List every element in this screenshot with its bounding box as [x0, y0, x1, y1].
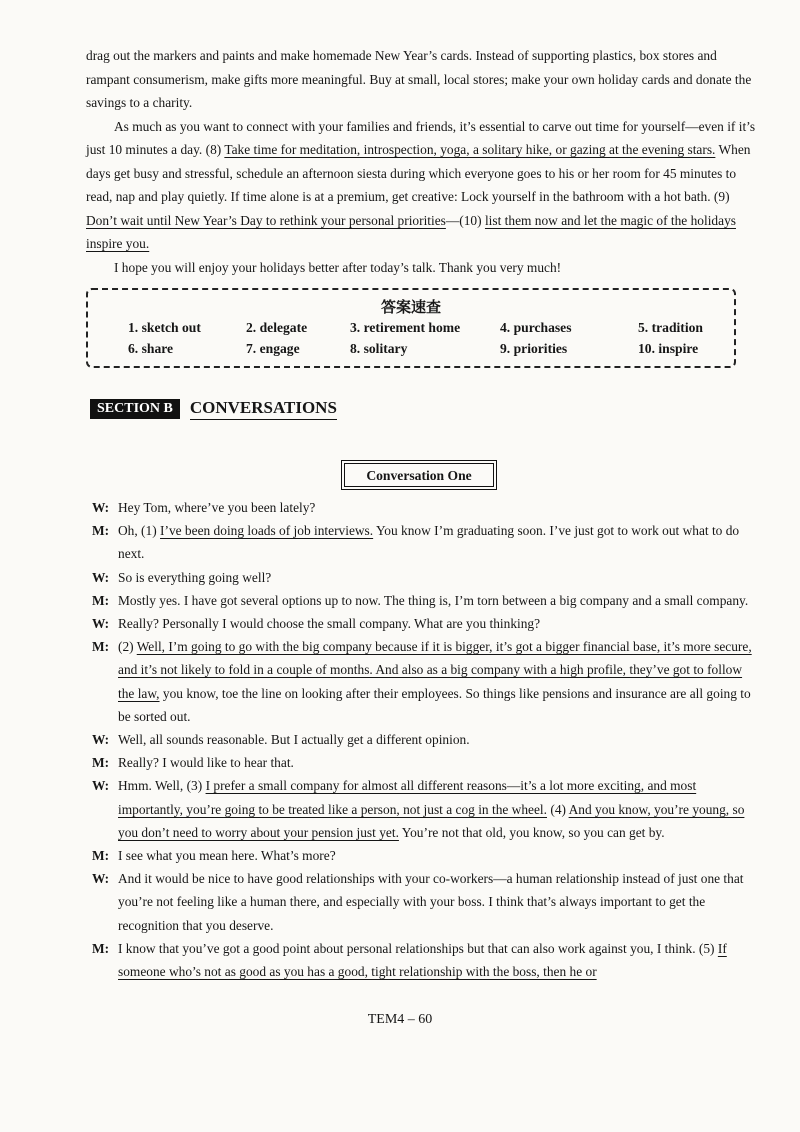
- speaker-label: W:: [92, 616, 110, 632]
- dialogue-turn: [92, 566, 758, 589]
- dialogue-text: [118, 566, 758, 589]
- text-span: So is everything going well?: [118, 569, 272, 585]
- dialogue-text: [118, 496, 758, 519]
- paragraph-2: [86, 115, 758, 256]
- answer-key-box: [86, 288, 736, 368]
- speaker-label: M:: [92, 592, 110, 608]
- text-span: Oh, (1): [118, 523, 161, 539]
- text-span: And it would be nice to have good relationships with your co-workers—a human relationship instead of just one that you’re not feeling like a human there, and especially with your boss. I think that’s always important to get the recognition that you deserve.: [118, 871, 744, 933]
- text-span: Hey Tom, where’ve you been lately?: [118, 500, 316, 515]
- dialogue-turn: [92, 728, 758, 751]
- text-span: As much as you want to connect with your families and friends, it’s essential to carve out time for yourself—even if it’s just 10 minutes a day. (8): [86, 118, 756, 157]
- conversation-title: Conversation One: [344, 463, 494, 487]
- text-span: —(10): [445, 212, 485, 228]
- dialogue-turn: [92, 635, 758, 728]
- dialogue-text: [118, 867, 758, 937]
- text-span: (4): [547, 801, 569, 817]
- text-span: (2): [118, 639, 137, 655]
- dialogue-text: [118, 728, 758, 751]
- speaker-label: M:: [92, 848, 110, 864]
- dialogue-turn: [92, 612, 758, 635]
- speaker-label: W:: [92, 500, 110, 515]
- dialogue-turn: [92, 774, 758, 844]
- text-span: Mostly yes. I have got several options up to now. The thing is, I’m torn between a big company and a small company.: [118, 592, 749, 608]
- answer-item: 2. delegate: [246, 320, 308, 335]
- page-footer: TEM4 – 60: [367, 1012, 433, 1027]
- text-span: Really? I would like to hear that.: [118, 755, 294, 771]
- speaker-label: M:: [92, 639, 110, 655]
- text-span: You know I’m graduating soon. I’ve just got to work out what to do next.: [118, 523, 740, 562]
- dialogue-turn: [92, 937, 758, 983]
- dialogue-text: [118, 751, 758, 774]
- answer-item: 1. sketch out: [128, 320, 201, 335]
- answer-underline: I prefer a small company for almost all different reasons—it’s a lot more exciting, and most importantly, you’re going to be treated like a person, not just a cog in the wheel.: [118, 778, 697, 817]
- paragraph-1: drag out the markers and paints and make homemade New Year’s cards. Instead of supporting plastics, box stores and rampant consumerism, make gifts more meaningful. Buy at small, local stores; make your own holiday cards and donate the savings to a charity.: [86, 48, 752, 110]
- dialogue-turn: [92, 867, 758, 937]
- dialogue-text: [118, 844, 758, 867]
- speaker-label: M:: [92, 755, 110, 771]
- speaker-label: W:: [92, 778, 110, 794]
- answer-item: 4. purchases: [500, 320, 572, 335]
- answer-item: 9. priorities: [500, 341, 568, 356]
- speaker-label: M:: [92, 940, 110, 956]
- dialogue-text: [118, 612, 758, 635]
- text-span: When days get busy and stressful, schedule an afternoon siesta during which everyone goes to his or her room for 45 minutes to read, nap and play quietly. If time alone is at a premium, get creative: Lock yourself in the bathroom with a hot bath. (9): [86, 142, 751, 204]
- speaker-label: M:: [92, 523, 110, 539]
- speaker-label: W:: [92, 569, 110, 585]
- answer-key-grid: [128, 320, 728, 357]
- section-title: CONVERSATIONS: [190, 398, 337, 420]
- answer-9-underline: Don’t wait until New Year’s Day to rethink your personal priorities: [86, 212, 446, 228]
- section-tag: SECTION B: [90, 399, 180, 419]
- dialogue-text: [118, 589, 758, 612]
- answer-10-underline: list them now and let the magic of the holidays inspire you.: [86, 212, 736, 251]
- dialogue-text: [118, 774, 758, 844]
- conversation-transcript: [92, 496, 758, 983]
- answer-item: 6. share: [128, 341, 174, 356]
- dialogue-turn: [92, 751, 758, 774]
- dialogue-text: [118, 937, 758, 983]
- text-span: I know that you’ve got a good point about personal relationships but that can also work against you, I think. (5): [118, 940, 718, 956]
- answer-underline: And you know, you’re young, so you don’t need to worry about your pension just yet.: [118, 801, 745, 840]
- dialogue-turn: [92, 589, 758, 612]
- answer-item: 10. inspire: [638, 341, 699, 356]
- answer-item: 3. retirement home: [350, 320, 461, 335]
- answer-item: 5. tradition: [638, 320, 703, 335]
- answer-item: 8. solitary: [350, 341, 408, 356]
- text-span: you know, toe the line on looking after their employees. So things like pensions and insurance are all going to be sorted out.: [118, 685, 751, 724]
- text-span: Hmm. Well, (3): [118, 778, 206, 794]
- speaker-label: W:: [92, 871, 110, 887]
- dialogue-text: [118, 635, 758, 728]
- section-header: [90, 398, 337, 420]
- text-span: Well, all sounds reasonable. But I actually get a different opinion.: [118, 732, 470, 748]
- text-span: You’re not that old, you know, so you can get by.: [398, 824, 665, 840]
- answer-underline: If someone who’s not as good as you has a good, tight relationship with the boss, then he or: [118, 940, 727, 980]
- answer-8-underline: Take time for meditation, introspection, yoga, a solitary hike, or gazing at the evening stars.: [224, 142, 716, 157]
- dialogue-turn: [92, 844, 758, 867]
- text-span: Really? Personally I would choose the small company. What are you thinking?: [118, 616, 541, 632]
- text-span: I see what you mean here. What’s more?: [118, 848, 336, 864]
- paragraph-3: I hope you will enjoy your holidays better after today’s talk. Thank you very much!: [114, 259, 562, 275]
- answer-key-title: 答案速查: [380, 298, 441, 316]
- speaker-label: W:: [92, 732, 110, 748]
- lecture-text: [86, 44, 758, 279]
- dialogue-text: [118, 519, 758, 565]
- answer-item: 7. engage: [246, 341, 300, 356]
- dialogue-turn: [92, 496, 758, 519]
- answer-underline: Well, I’m going to go with the big company because if it is bigger, it’s got a bigger financial base, it’s more secure, and it’s not likely to fold in a couple of months. And also as a big company with a high profile, they’ve got to follow the law,: [118, 639, 752, 701]
- dialogue-turn: [92, 519, 758, 565]
- answer-underline: I’ve been doing loads of job interviews.: [160, 523, 374, 539]
